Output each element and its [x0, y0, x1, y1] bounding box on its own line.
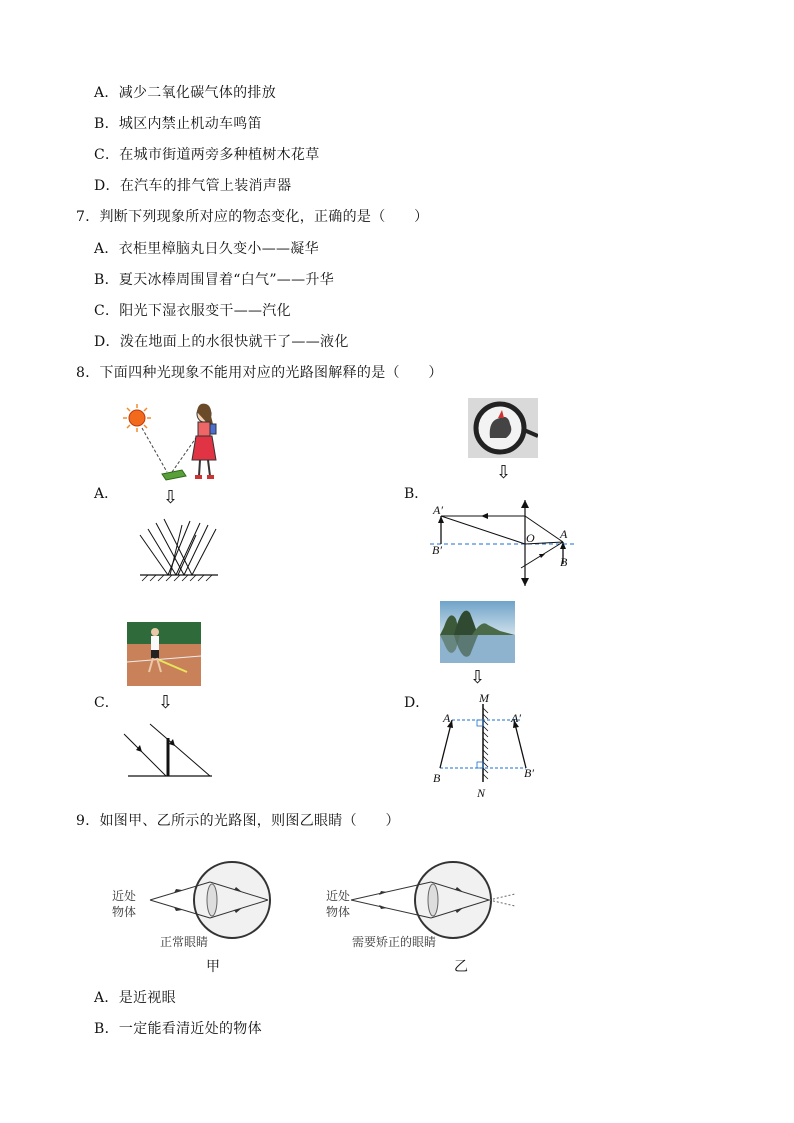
q9-option-a: A．是近视眼 — [94, 990, 176, 1006]
q8-c-tennis-photo — [127, 622, 201, 686]
q8-d-label-b-prime: B′ — [524, 766, 534, 780]
q7-option-c: C．阳光下湿衣服变干——汽化 — [94, 303, 291, 319]
q9-eye1-near-label: 近处 — [112, 889, 137, 903]
q9-corrected-eye-diagram — [325, 860, 525, 942]
q8-b-magnifier-photo — [468, 398, 538, 458]
q8-b-label-a: A — [560, 527, 568, 541]
q6-option-a: A．减少二氧化碳气体的排放 — [94, 85, 277, 101]
q8-stem: 8．下面四种光现象不能用对应的光路图解释的是（ ） — [76, 365, 443, 381]
q8-b-label-a-prime: A′ — [433, 503, 443, 517]
girl-icon — [192, 404, 216, 479]
q8-d-label-m: M — [479, 691, 489, 705]
q9-eye2-name: 乙 — [454, 959, 468, 975]
q6-option-b: B．城区内禁止机动车鸣笛 — [94, 116, 262, 132]
q9-stem: 9．如图甲、乙所示的光路图，则图乙眼睛（ ） — [76, 813, 400, 829]
q8-d-mountain-reflection-photo — [440, 601, 515, 663]
q7-option-d: D．泼在地面上的水很快就干了——液化 — [94, 334, 349, 350]
q8-d-label-b: B — [433, 771, 441, 785]
q7-stem: 7．判断下列现象所对应的物态变化，正确的是（ ） — [76, 209, 429, 225]
q8-label-c: C． — [94, 695, 119, 711]
q8-a-down-arrow: ⇩ — [163, 487, 179, 508]
q9-eye1-object-label: 物体 — [112, 905, 137, 919]
q7-option-a: A．衣柜里樟脑丸日久变小——凝华 — [94, 241, 319, 257]
q9-eye2-object-label: 物体 — [326, 905, 351, 919]
q8-c-shadow-diagram — [120, 720, 215, 782]
q8-b-convex-lens-diagram — [425, 498, 585, 590]
q7-option-b: B．夏天冰棒周围冒着“白气”——升华 — [94, 272, 335, 288]
q9-eye1-name: 甲 — [206, 959, 220, 975]
q9-eye1-caption: 正常眼睛 — [160, 935, 209, 949]
q8-c-down-arrow: ⇩ — [158, 692, 174, 713]
q8-label-b: B． — [404, 486, 429, 502]
sun-icon — [123, 404, 151, 432]
q6-option-d: D．在汽车的排气管上装消声器 — [94, 178, 292, 194]
q8-b-label-b-prime: B′ — [432, 543, 442, 557]
q8-b-label-b: B — [560, 555, 568, 569]
q8-d-label-n: N — [477, 786, 486, 800]
q8-d-down-arrow: ⇩ — [470, 667, 486, 688]
q8-b-down-arrow: ⇩ — [496, 462, 512, 483]
q8-label-d: D． — [404, 695, 430, 711]
q8-d-label-a-prime: A′ — [511, 711, 521, 725]
q9-eye2-near-label: 近处 — [326, 889, 351, 903]
q8-b-label-o: O — [526, 531, 535, 545]
q8-a-diffuse-reflection-diagram — [130, 515, 225, 585]
q9-eye2-caption: 需要矫正的眼睛 — [352, 935, 437, 949]
book-icon — [162, 470, 186, 480]
q9-option-b: B．一定能看清近处的物体 — [94, 1021, 262, 1037]
q6-option-c: C．在城市街道两旁多种植树木花草 — [94, 147, 320, 163]
q8-a-scene-illustration — [120, 400, 230, 490]
q8-label-a: A． — [94, 486, 119, 502]
q8-d-label-a: A — [443, 711, 451, 725]
